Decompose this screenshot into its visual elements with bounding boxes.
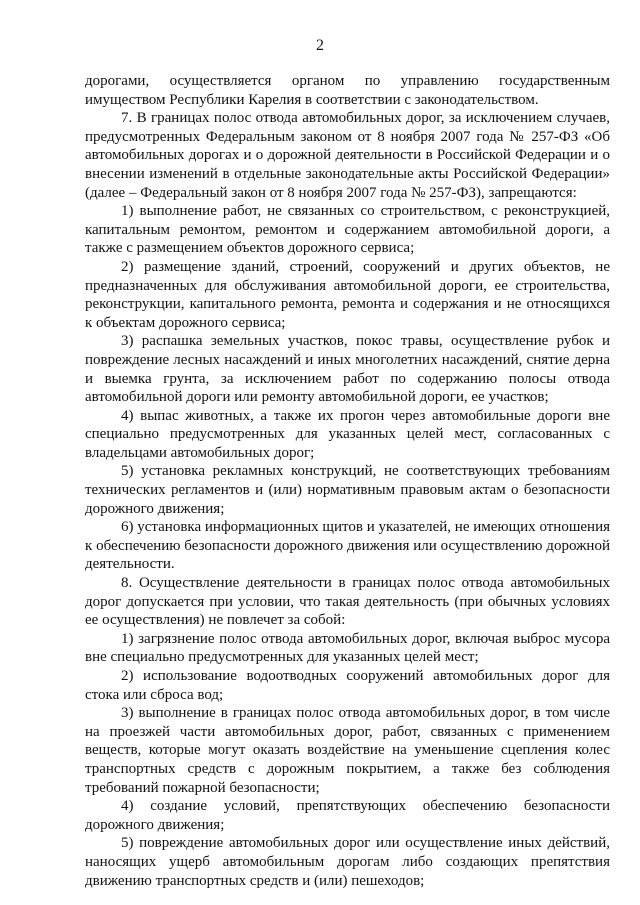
paragraph-item-8-4: 4) создание условий, препятствующих обеспечению безопасности дорожного движения; bbox=[85, 798, 610, 833]
paragraph-item-8-5: 5) повреждение автомобильных дорог или осуществление иных действий, наносящих ущерб автомобильным дорогам либо создающих препятствия движению транспортных средств и (или) пешеходов; bbox=[85, 835, 610, 889]
paragraph-item-7-6: 6) установка информационных щитов и указателей, не имеющих отношения к обеспечению безопасности дорожного движения или осуществлению дорожной деятельности. bbox=[85, 519, 610, 573]
paragraph-item-7-1: 1) выполнение работ, не связанных со строительством, с реконструкцией, капитальным ремонтом, ремонтом и содержанием автомобильной дороги, а также с размещением объектов дорожного сервиса; bbox=[85, 203, 610, 257]
paragraph-continuation: дорогами, осуществляется органом по управлению государственным имуществом Республики Карелия в соответствии с законодательством. bbox=[85, 73, 610, 108]
paragraph-item-7-4: 4) выпас животных, а также их прогон через автомобильные дороги вне специально предусмотренных для указанных целей мест, согласованных с владельцами автомобильных дорог; bbox=[85, 407, 610, 461]
paragraph-clause-8: 8. Осуществление деятельности в границах полос отвода автомобильных дорог допускается при условии, что такая деятельность (при обычных условиях ее осуществления) не повлечет за собой: bbox=[85, 575, 610, 629]
paragraph-item-7-2: 2) размещение зданий, строений, сооружений и других объектов, не предназначенных для обслуживания автомобильной дороги, ее строительства, реконструкции, капитального ремонта, ремонта и содержания и не относящихся к объектам дорожного сервиса; bbox=[85, 258, 610, 331]
page-number: 2 bbox=[316, 37, 324, 54]
paragraph-clause-7: 7. В границах полос отвода автомобильных дорог, за исключением случаев, предусмотренных Федеральным законом от 8 ноября 2007 года № 257-ФЗ «Об автомобильных дорогах и о дорожной деятельности в Российской Федерации и о внесении изменений в отдельные законодательные акты Российской Федерации» (далее – Федеральный закон от 8 ноября 2007 года № 257-ФЗ), запрещаются: bbox=[85, 110, 610, 201]
document-body bbox=[85, 72, 610, 890]
paragraph-item-8-2: 2) использование водоотводных сооружений автомобильных дорог для стока или сброса вод; bbox=[85, 668, 610, 703]
paragraph-item-8-3: 3) выполнение в границах полос отвода автомобильных дорог, в том числе на проезжей части автомобильных дорог, работ, связанных с применением веществ, которые могут оказать воздействие на уменьшение сцепления колес транспортных средств с дорожным покрытием, а также без соблюдения требований пожарной безопасности; bbox=[85, 705, 610, 796]
paragraph-item-8-1: 1) загрязнение полос отвода автомобильных дорог, включая выброс мусора вне специально предусмотренных для указанных целей мест; bbox=[85, 630, 610, 666]
paragraph-item-7-5: 5) установка рекламных конструкций, не соответствующих требованиям технических регламентов и (или) нормативным правовым актам о безопасности дорожного движения; bbox=[85, 463, 610, 517]
paragraph-item-7-3: 3) распашка земельных участков, покос травы, осуществление рубок и повреждение лесных насаждений и иных многолетних насаждений, снятие дерна и выемка грунта, за исключением работ по содержанию полосы отвода автомобильной дороги или ремонту автомобильной дороги, ее участков; bbox=[85, 333, 610, 406]
